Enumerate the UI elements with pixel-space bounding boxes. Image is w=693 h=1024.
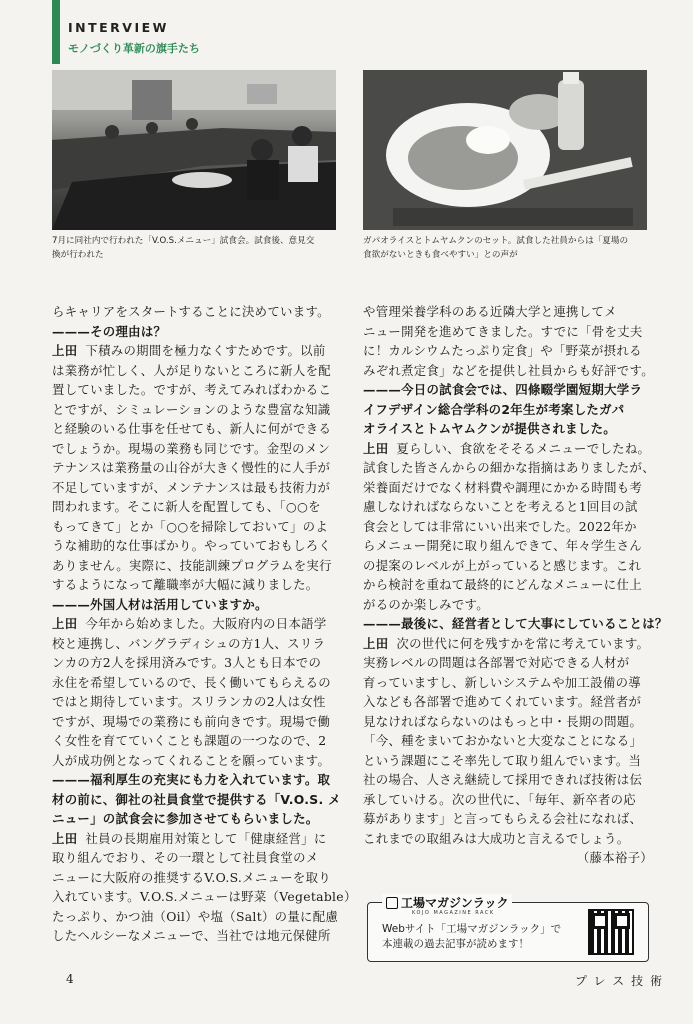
- body-line: ニューに大阪府の推奨するV.O.S.メニューを取り: [52, 869, 331, 885]
- question-line: ———最後に、経営者として大事にしていることは？: [363, 616, 668, 631]
- body-line: 校と連携し、バングラディシュの方1人、スリラ: [52, 635, 326, 651]
- question-line: 材の前に、御社の社員食堂で提供する「V.O.S. メ: [52, 791, 341, 807]
- qr-code-icon[interactable]: [588, 909, 634, 955]
- speaker-name: 上田: [52, 616, 78, 631]
- tasting-meeting-illustration: [52, 70, 336, 230]
- body-line: に！カルシウムたっぷり定食」や「野菜が摂れる: [363, 343, 642, 358]
- answer-text: 夏らしい、食欲をそそるメニューでしたね。: [396, 440, 651, 456]
- question-line: イフデザイン総合学科の2年生が考案したガパ: [363, 401, 625, 417]
- body-line: と経験のいる仕事を任せても、新人に何ができる: [52, 421, 332, 436]
- body-line: 栄養面だけでなく材料費や調理にかかる時間も考: [363, 479, 643, 495]
- article-left-column: [52, 302, 357, 946]
- body-line: く女性を育てていくことも課題の一つなので、2: [52, 733, 327, 748]
- body-line: 人が成功例となってくれることを願っています。: [52, 752, 331, 768]
- answer-text: 社員の長期雇用対策として「健康経営」に: [85, 830, 327, 846]
- body-line: 見なければならないのはもっと中・長期の問題。: [363, 713, 643, 729]
- body-line: ありません。実際に、技能訓練プログラムを実行: [52, 557, 332, 573]
- answer-text: 次の世代に何を残すかを常に考えています。: [396, 635, 650, 651]
- question-line: ———福利厚生の充実にも力を入れています。取: [52, 772, 331, 787]
- body-line: 入なども各部署で進めてくれています。経営者が: [363, 694, 642, 709]
- body-line: 入れています。V.O.S.メニューは野菜（Vegetable）: [52, 889, 357, 904]
- promo-text: Webサイト「工場マガジンラック」で 本連載の過去記事が読めます！: [382, 923, 562, 950]
- body-line: 永住を希望しているので、長く働いてもらえるの: [52, 674, 331, 690]
- body-line: でしょうか。現場の業務も同じです。金型のメン: [52, 440, 331, 456]
- section-title: INTERVIEW: [68, 20, 169, 35]
- body-line: 試食した皆さんからの細かな指摘はありましたが、: [363, 460, 655, 475]
- body-line: 社の場合、人さえ継続して採用できれば技術は伝: [363, 772, 643, 787]
- question-line: オライスとトムヤムクンが提供されました。: [363, 421, 616, 436]
- body-line: 食会としては非常にいい出来でした。2022年か: [363, 518, 637, 534]
- body-line: から検討を重ねて最終的にどんなメニューに仕上: [363, 577, 642, 592]
- magazine-name: プレス技術: [575, 974, 670, 988]
- right-photo-caption: ガパオライスとトムヤムクンのセット。試食した社員からは「夏場の 食欲がないときも食べやすい」との声が: [363, 236, 629, 260]
- question-line: ———今日の試食会では、四條畷学園短期大学ラ: [363, 382, 643, 397]
- question-line: ニュー」の試食会に参加させてもらいました。: [52, 811, 319, 826]
- body-line: 育っていますし、新しいシステムや加工設備の導: [363, 674, 641, 690]
- magazine-rack-promo[interactable]: [367, 896, 649, 962]
- speaker-name: 上田: [52, 343, 78, 358]
- body-line: や管理栄養学科のある近隣大学と連携してメ: [363, 304, 617, 319]
- left-photo-caption: 7月に同社内で行われた「V.O.S.メニュー」試食会。試食後、意見交 換が行われた: [52, 236, 315, 260]
- body-line: したヘルシーなメニューで、当社では地元保健所: [52, 928, 331, 943]
- body-line: 実務レベルの問題は各部署で対応できる人材が: [363, 655, 630, 670]
- answer-line: [52, 614, 342, 634]
- body-line: がるのか楽しみです。: [363, 596, 489, 612]
- body-line: ニュー開発を進めてきました。すでに「骨を丈夫: [363, 323, 643, 339]
- magazine-rack-logo-sub: KOJO MAGAZINE RACK: [412, 910, 495, 916]
- body-line: 募があります」と言ってもらえる会社になれば、: [363, 811, 643, 826]
- question-line: ———外国人材は活用していますか。: [52, 596, 268, 612]
- section-color-bar: [52, 0, 60, 64]
- question-line: ———その理由は？: [52, 323, 167, 339]
- rack-icon: [386, 897, 398, 909]
- body-line: の提案のレベルが上がっていると感じます。これ: [363, 557, 642, 573]
- section-subtitle: モノづくり革新の旗手たち: [68, 42, 200, 55]
- answer-line: [363, 634, 653, 654]
- body-line: ですが、現場での業務にも前向きです。現場で働: [52, 713, 331, 729]
- page-number: 4: [66, 972, 74, 986]
- answer-line: [363, 439, 653, 459]
- body-line: は業務が忙しく、人が足りないところに新人を配: [52, 362, 331, 378]
- answer-line: [52, 829, 342, 849]
- body-line: ンカの方2人を採用済みです。3人とも日本での: [52, 655, 322, 670]
- body-line: 問われます。そこに新人を配置しても、「○○を: [52, 499, 321, 514]
- body-line: これまでの取組みは大成功と言えるでしょう。: [363, 830, 630, 846]
- article-right-column: [363, 302, 668, 868]
- speaker-name: 上田: [363, 635, 389, 651]
- body-line: 置していました。ですが、考えてみればわかるこ: [52, 382, 332, 397]
- body-line: とですが、シミュレーションのような豊富な知識: [52, 401, 331, 417]
- magazine-rack-logo: 工場マガジンラック: [382, 894, 512, 911]
- gapao-rice-photo: [363, 70, 647, 230]
- body-line: みぞれ煮定食」などを提供し社員からも好評です。: [363, 362, 654, 378]
- body-line: らメニュー開発に取り組んできて、年々学生さん: [363, 538, 642, 553]
- body-line: うな補助的な仕事ばかり。やっていておもしろく: [52, 538, 332, 553]
- body-line: するようになって離職率が大幅に減りました。: [52, 577, 319, 592]
- body-line: ではと期待しています。スリランカの2人は女性: [52, 694, 326, 709]
- body-line: 「今、種をまいておかないと大変なことになる」: [363, 733, 643, 748]
- answer-text: 今年から始めました。大阪府内の日本語学: [85, 616, 327, 631]
- body-line: もってきて」とか「○○を掃除しておいて」のよ: [52, 518, 329, 534]
- author-signature: （藤本裕子）: [576, 850, 653, 865]
- body-line: らキャリアをスタートすることに決めています。: [52, 304, 330, 319]
- speaker-name: 上田: [363, 440, 389, 456]
- answer-line: [52, 341, 342, 361]
- body-line: テナンスは業務量の山谷が大きく慢性的に人手が: [52, 460, 331, 475]
- answer-text: 下積みの期間を極力なくすためです。以前: [85, 343, 326, 358]
- body-line: 承していける。次の世代に、「毎年、新卒者の応: [363, 791, 636, 807]
- speaker-name: 上田: [52, 830, 78, 846]
- body-line: という課題にこそ率先して取り組んでいます。当: [363, 752, 642, 768]
- tasting-meeting-photo: [52, 70, 336, 230]
- body-line: たっぷり、かつ油（Oil）や塩（Salt）の量に配慮: [52, 908, 339, 924]
- body-line: 不足していますが、メンテナンスは最も技術力が: [52, 479, 331, 495]
- body-line: 取り組んでおり、その一環として社員食堂のメ: [52, 850, 319, 865]
- body-line: 慮しなければならないことを考えると1回目の試: [363, 499, 638, 514]
- gapao-rice-illustration: [363, 70, 647, 230]
